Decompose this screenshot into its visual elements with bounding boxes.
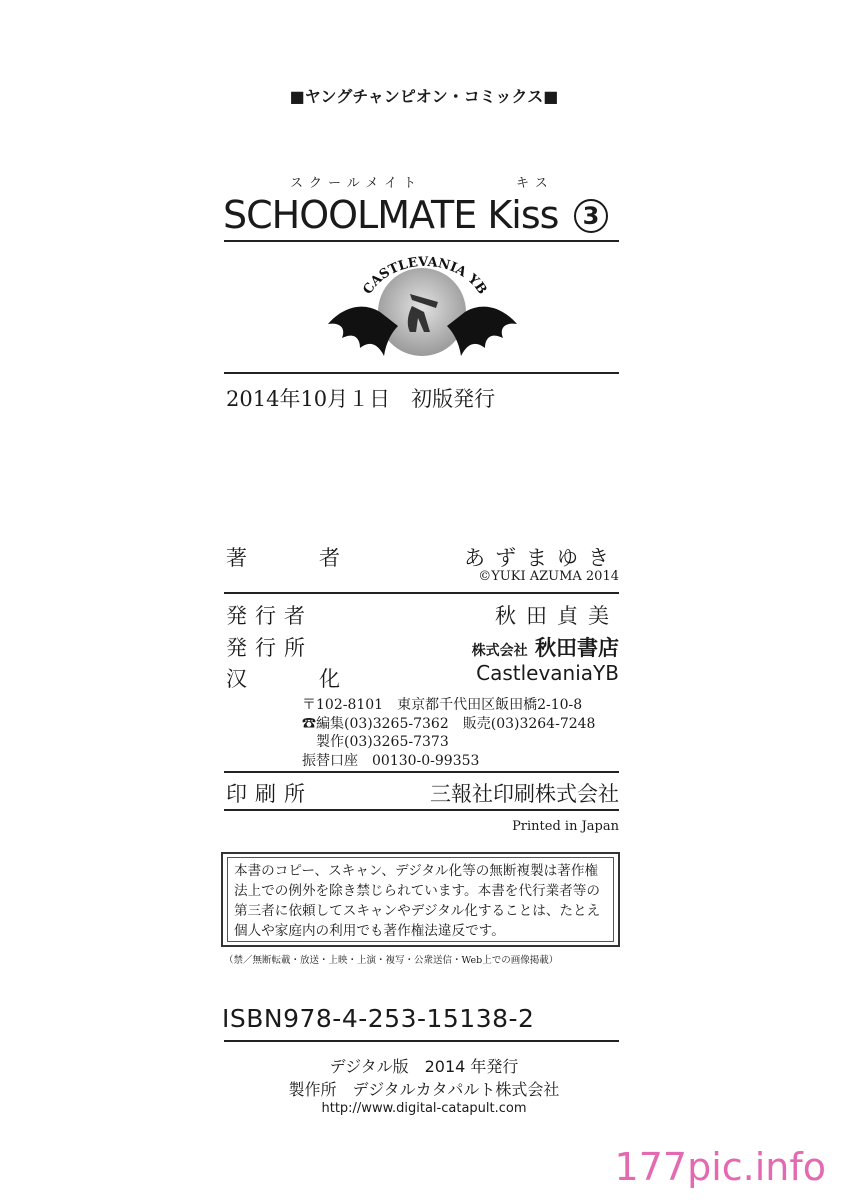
digital-url: http://www.digital-catapult.com — [321, 1101, 527, 1116]
address-line: 製作(03)3265-7373 — [302, 734, 449, 750]
address-line: 振替口座 00130-0-99353 — [302, 753, 480, 769]
digital-producer-line: 製作所 デジタルカタパルト株式会社 — [288, 1080, 560, 1099]
title-ruby-left: スクールメイト — [290, 176, 423, 191]
volume-number-badge: 3 — [574, 199, 608, 233]
printed-in-japan: Printed in Japan — [512, 819, 619, 834]
printer-value: 三報社印刷株式会社 — [430, 782, 619, 806]
credit-value-author: あずまゆき — [464, 546, 619, 570]
title-ruby-right: キス — [516, 176, 554, 191]
copyright-notice-text: 本書のコピー、スキャン、デジタル化等の無断複製は著作権法上での例外を除き禁じられています。本書を代行業者等の第三者に依頼してスキャンやデジタル化することは、たとえ個人や家庭内の利用でも著作権法違反です。 — [227, 857, 614, 942]
printer-label: 印刷所 — [226, 782, 313, 806]
castlevania-logo — [320, 252, 530, 370]
book-title — [223, 193, 558, 237]
copyright-note: ©YUKI AZUMA 2014 — [478, 569, 619, 584]
isbn: ISBN978-4-253-15138-2 — [222, 1004, 535, 1033]
credit-label-publishing-house: 発行所 — [226, 636, 313, 660]
company-name: 秋田書店 — [535, 635, 619, 660]
credit-value-publisher: 秋田貞美 — [495, 604, 619, 628]
isbn-rule — [224, 1040, 619, 1042]
title-rule — [224, 240, 619, 242]
series-label: ■ヤングチャンピオン・コミックス■ — [289, 87, 559, 106]
credit-value-translation: CastlevaniaYB — [476, 661, 619, 685]
logo-text: CASTLEVANIA YB — [360, 254, 490, 298]
credit-label-author: 著 者 — [226, 546, 350, 570]
credits-rule-2 — [224, 771, 619, 773]
watermark: 177pic.info — [614, 1145, 826, 1189]
credit-value-publishing-house — [472, 632, 619, 662]
publication-date: 2014年10月１日 初版発行 — [226, 387, 496, 411]
copyright-notice-sub: （禁／無断転載・放送・上映・上演・複写・公衆送信・Web上での画像掲載） — [224, 955, 559, 966]
logo-rule — [224, 372, 619, 374]
digital-edition-line: デジタル版 2014 年発行 — [329, 1057, 519, 1076]
credits-rule-3 — [224, 809, 619, 811]
title-main: SCHOOLMATE Kiss — [223, 193, 559, 237]
bat-wings-icon — [320, 252, 530, 370]
credits-rule-1 — [224, 592, 619, 594]
copyright-notice-box — [221, 852, 620, 947]
address-line: ☎編集(03)3265-7362 販売(03)3264-7248 — [302, 716, 596, 732]
address-line: 〒102-8101 東京都千代田区飯田橋2-10-8 — [302, 697, 583, 713]
company-prefix: 株式会社 — [471, 643, 528, 659]
credit-label-translation: 汉 化 — [226, 667, 350, 691]
credit-label-publisher: 発行者 — [226, 604, 313, 628]
